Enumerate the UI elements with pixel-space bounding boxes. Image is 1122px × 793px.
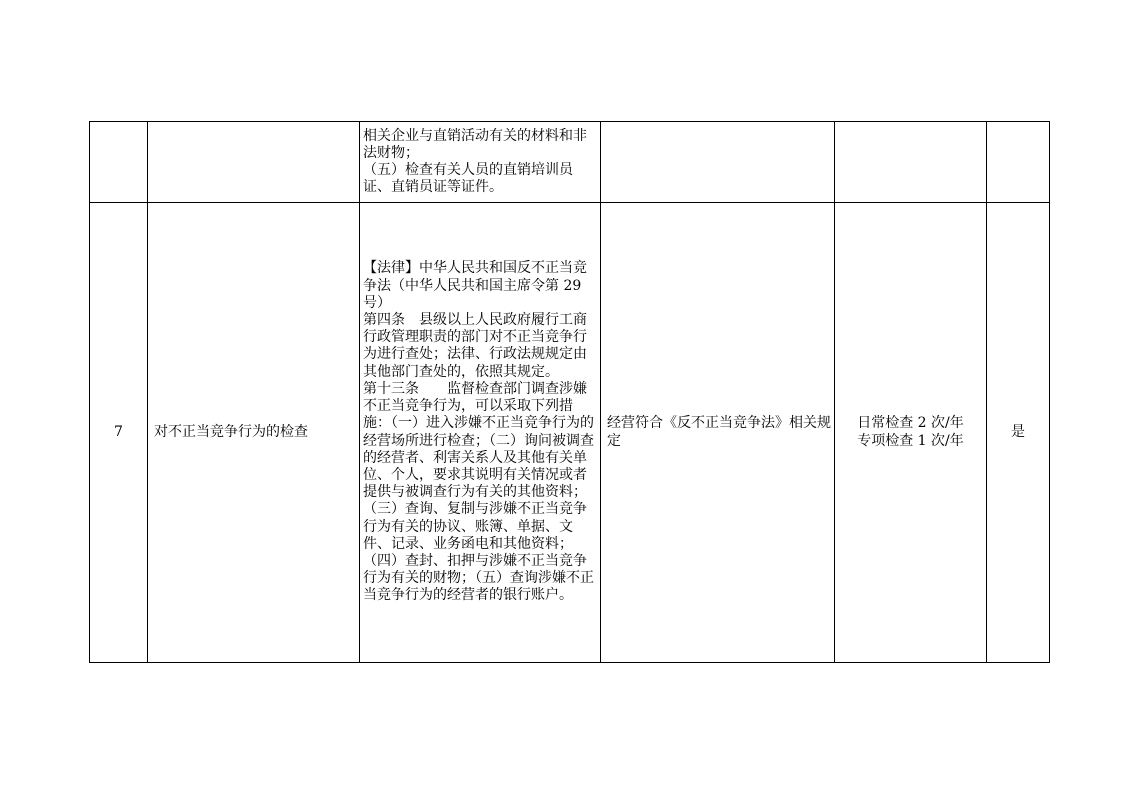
row-number-cell: 7 <box>90 203 148 663</box>
inspection-table <box>89 121 1050 663</box>
inspection-item-cell <box>148 122 360 203</box>
inspection-standard-cell: 经营符合《反不正当竞争法》相关规定 <box>601 203 835 663</box>
row-number-cell <box>90 122 148 203</box>
inspection-frequency-cell <box>835 122 987 203</box>
legal-basis-paragraph: 【法律】中华人民共和国反不正当竞争法（中华人民共和国主席令第 29 号） <box>363 260 587 311</box>
table-row <box>90 203 1050 663</box>
legal-basis-paragraph: 第四条 县级以上人民政府履行工商行政管理职责的部门对不正当竞争行为进行查处；法律、行政法规规定由其他部门查处的，依照其规定。 <box>363 312 587 380</box>
table-row <box>90 122 1050 203</box>
inspection-item-cell: 对不正当竞争行为的检查 <box>148 203 360 663</box>
legal-basis-cell <box>360 203 601 663</box>
legal-basis-cell <box>360 122 601 203</box>
legal-basis-paragraph: 相关企业与直销活动有关的材料和非法财物； <box>363 127 587 161</box>
frequency-line: 日常检查 2 次/年 <box>857 415 964 432</box>
frequency-line: 专项检查 1 次/年 <box>857 432 964 449</box>
inspection-frequency-cell <box>835 203 987 663</box>
legal-basis-paragraph: （五）检查有关人员的直销培训员证、直销员证等证件。 <box>363 162 573 196</box>
flag-cell <box>987 122 1050 203</box>
legal-basis-paragraph: 第十三条 监督检查部门调查涉嫌不正当竞争行为，可以采取下列措施：（一）进入涉嫌不正当竞争行为的经营场所进行检查；（二）询问被调查的经营者、利害关系人及其他有关单位、个人，要求其说明有关情况或者提供与被调查行为有关的其他资料；（三）查询、复制与涉嫌不正当竞争行为有关的协议、账簿、单据、文件、记录、业务函电和其他资料；（四）查封、扣押与涉嫌不正当竞争行为有关的财物；（五）查询涉嫌不正当竞争行为的经营者的银行账户。 <box>363 380 594 604</box>
inspection-standard-cell <box>601 122 835 203</box>
flag-cell: 是 <box>987 203 1050 663</box>
